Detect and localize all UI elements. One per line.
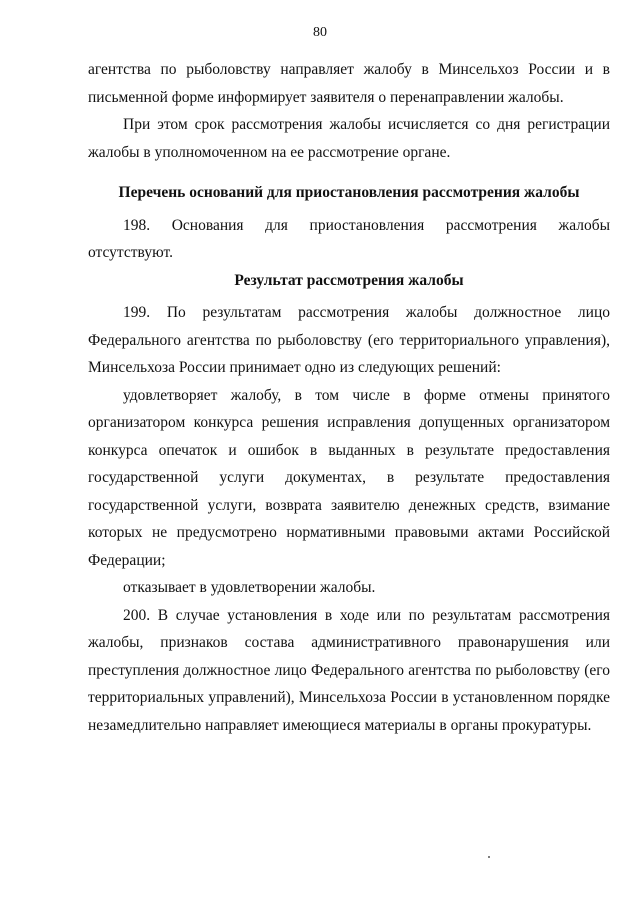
document-body bbox=[88, 56, 610, 739]
paragraph-199: 199. По результатам рассмотрения жалобы должностное лицо Федерального агентства по рыболовству (его территориального управления), Минсельхоза России принимает одно из следующих решений: bbox=[88, 304, 610, 376]
paragraph-satisfy-complaint: удовлетворяет жалобу, в том числе в форме отмены принятого организатором конкурса решения исправления допущенных организатором конкурса опечаток и ошибок в выданных в результате предоставления государственной услуги документах, в результате предоставления государственной услуги, возврата заявителю денежных средств, взимание которых не предусмотрено нормативными правовыми актами Российской Федерации; bbox=[88, 386, 610, 569]
paragraph-200: 200. В случае установления в ходе или по результатам рассмотрения жалобы, признаков состава административного правонарушения или преступления должностное лицо Федерального агентства по рыболовству (его территориальных управлений), Минсельхоза России в установленном порядке незамедлительно направляет имеющиеся материалы в органы прокуратуры. bbox=[88, 606, 610, 734]
page-number: 80 bbox=[313, 25, 327, 40]
scan-speck bbox=[488, 856, 490, 858]
section-heading-suspension-grounds: Перечень оснований для приостановления рассмотрения жалобы bbox=[118, 184, 580, 201]
paragraph-198: 198. Основания для приостановления рассмотрения жалобы отсутствуют. bbox=[88, 216, 610, 261]
paragraph-review-period: При этом срок рассмотрения жалобы исчисляется со дня регистрации жалобы в уполномоченном на ее рассмотрение органе. bbox=[88, 116, 610, 161]
paragraph-reject-complaint: отказывает в удовлетворении жалобы. bbox=[123, 579, 376, 596]
paragraph-continuation: агентства по рыболовству направляет жалобу в Минсельхоз России и в письменной форме информирует заявителя о перенаправлении жалобы. bbox=[88, 61, 610, 106]
section-heading-review-result: Результат рассмотрения жалобы bbox=[234, 271, 464, 289]
